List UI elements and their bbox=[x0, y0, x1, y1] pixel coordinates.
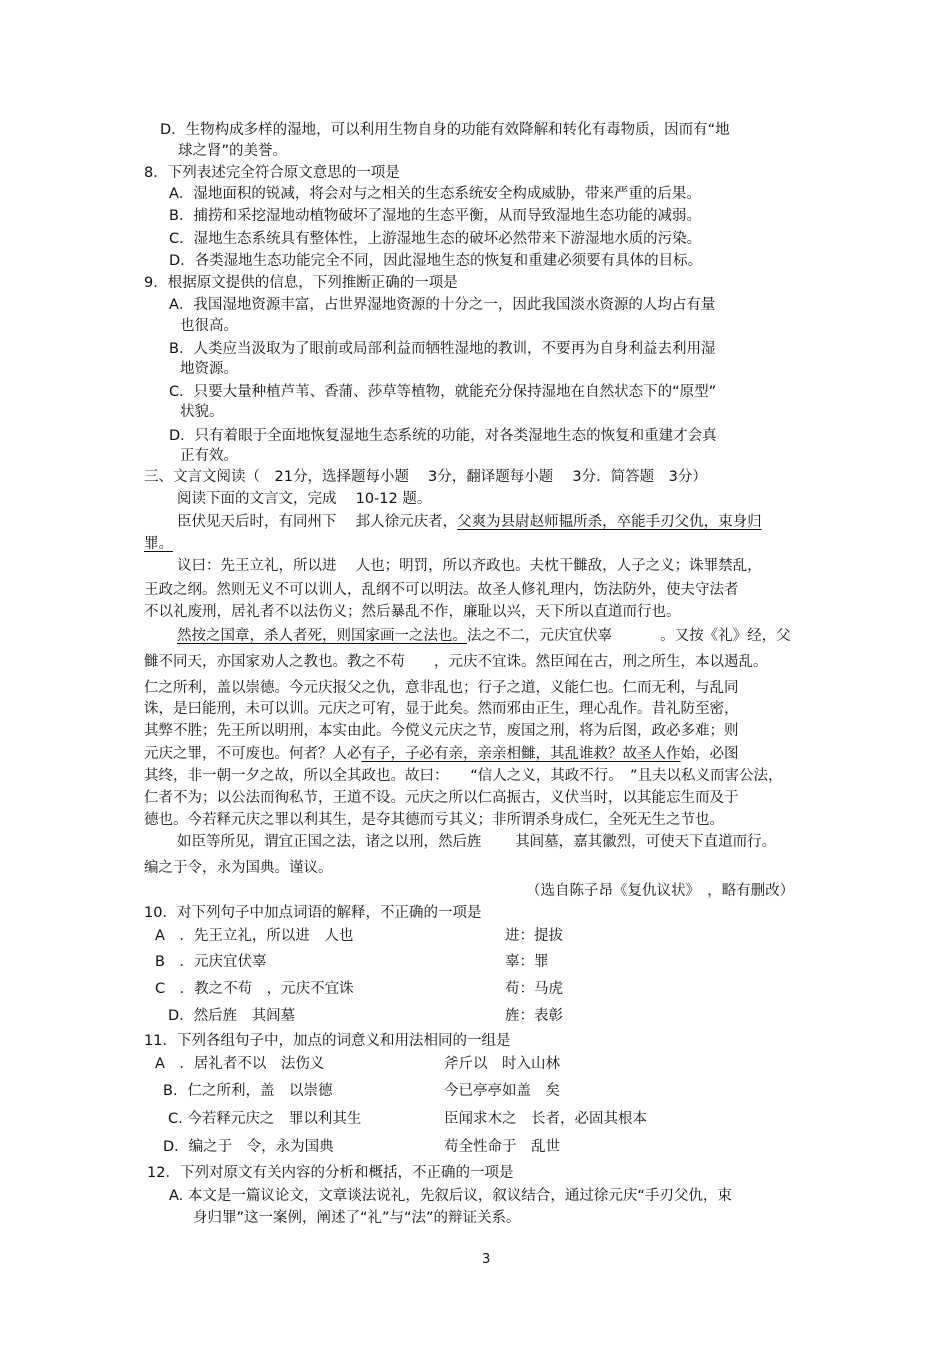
passage-p3-line2: 雠不同天，亦国家劝人之教也。教之不苟 ，元庆不宜诛。然臣闻在古，刑之所生，本以遏乱。 bbox=[144, 654, 768, 670]
q11-option-c-left: C. 今若释元庆之 罪以利其生 bbox=[168, 1111, 362, 1127]
q11-stem: 11．下列各组句子中，加点的词意义和用法相同的一组是 bbox=[144, 1033, 511, 1049]
q9-option-d-line1: D．只有着眼于全面地恢复湿地生态系统的功能，对各类湿地生态的恢复和重建才会真 bbox=[169, 428, 717, 444]
passage-p1-line2 bbox=[144, 534, 173, 554]
passage-p3-line6-end: 始，必图 bbox=[680, 746, 739, 762]
passage-p1-underlined-end: 罪。 bbox=[144, 536, 173, 552]
q11-option-c-right: 臣闻求木之 长者，必固其根本 bbox=[444, 1111, 647, 1127]
q8-option-d: D．各类湿地生态功能完全不同，因此湿地生态的恢复和重建必须要有具体的目标。 bbox=[169, 253, 703, 269]
q12-option-a-line2: 身归罪”这一案例，阐述了“礼”与“法”的辩证关系。 bbox=[193, 1210, 521, 1226]
q10-option-a: A ．先王立礼，所以进 人也 bbox=[155, 928, 354, 944]
passage-p2-line3: 不以礼废刑，居礼者不以法伤义；然后暴乱不作，廉耻以兴，天下所以直道而行也。 bbox=[144, 604, 681, 620]
page-number: 3 bbox=[482, 1252, 491, 1267]
passage-p3-line6 bbox=[144, 744, 739, 764]
q7-option-d-line2: 球之肾”的美誉。 bbox=[178, 143, 288, 159]
q10-option-b: B ．元庆宜伏辜 bbox=[155, 954, 267, 970]
section3-instruction: 阅读下面的文言文，完成 10-12 题。 bbox=[177, 491, 432, 507]
q11-option-d-right: 苟全性命于 乱世 bbox=[444, 1139, 560, 1155]
passage-p3-line6-text: 元庆之罪，不可废也。何者？人必 bbox=[144, 746, 362, 762]
q9-option-a-line2: 也很高。 bbox=[180, 318, 238, 334]
q8-option-c: C．湿地生态系统具有整体性，上游湿地生态的破坏必然带来下游湿地水质的污染。 bbox=[169, 231, 702, 247]
q9-option-a-line1: A．我国湿地资源丰富，占世界湿地资源的十分之一，因此我国淡水资源的人均占有量 bbox=[169, 297, 716, 313]
passage-p3-line4: 诛，是曰能刑，未可以训。元庆之可宥，显于此矣。然而邪由正生，理心乱作。昔礼防至密， bbox=[144, 701, 739, 717]
q9-option-c-line1: C．只要大量种植芦苇、香蒲、莎草等植物，就能充分保持湿地在自然状态下的“原型” bbox=[169, 384, 717, 400]
q8-stem: 8．下列表述完全符合原文意思的一项是 bbox=[144, 165, 400, 181]
q11-option-b-right: 今已亭亭如盖 矣 bbox=[444, 1083, 560, 1099]
passage-p1-line1 bbox=[177, 512, 786, 532]
q9-option-d-line2: 正有效。 bbox=[180, 448, 238, 464]
q10-option-d-gloss: 旌：表彰 bbox=[505, 1008, 563, 1024]
q9-option-c-line2: 状貌。 bbox=[180, 404, 224, 420]
q10-option-d: D．然后旌 其闾墓 bbox=[168, 1008, 296, 1024]
passage-p3-line8: 仁者不为；以公法而徇私节，王道不设。元庆之所以仁高振古，义伏当时，以其能忘生而及于 bbox=[144, 790, 739, 806]
q12-stem: 12．下列对原文有关内容的分析和概括，不正确的一项是 bbox=[147, 1165, 514, 1181]
q11-option-a-right: 斧斤以 时入山林 bbox=[444, 1056, 560, 1072]
q8-option-b: B．捕捞和采挖湿地动植物破坏了湿地的生态平衡，从而导致湿地生态功能的减弱。 bbox=[169, 208, 701, 224]
passage-p3-underlined: 然按之国章，杀人者死，则国家画一之法也。 bbox=[177, 628, 467, 644]
passage-p3-line9: 德也。今若释元庆之罪以利其生，是夺其德而亏其义；非所谓杀身成仁，全死无生之节也。 bbox=[144, 812, 724, 828]
passage-p3-line6-underlined: 有子，子必有亲，亲亲相雠，其乱谁救？故圣人作 bbox=[361, 746, 681, 762]
passage-source: （选自陈子昂《复仇议状》 ，略有删改） bbox=[526, 883, 795, 899]
q11-option-a-left: A ．居礼者不以 法伤义 bbox=[155, 1056, 325, 1072]
q10-option-b-gloss: 辜：罪 bbox=[505, 954, 549, 970]
passage-p1-underlined: 父爽为县尉赵师韫所杀，卒能手刃父仇，束身归 bbox=[457, 514, 762, 530]
q9-stem: 9．根据原文提供的信息，下列推断正确的一项是 bbox=[144, 275, 458, 291]
passage-p3-line3: 仁之所利，盖以崇德。今元庆报父之仇，意非乱也；行子之道，义能仁也。仁而无利，与乱同 bbox=[144, 680, 739, 696]
q8-option-a: A．湿地面积的锐减，将会对与之相关的生态系统安全构成威胁，带来严重的后果。 bbox=[169, 186, 701, 202]
passage-p2-line1: 议曰：先王立礼，所以进 人也；明罚，所以齐政也。夫枕干雠敌，人子之义；诛罪禁乱， bbox=[177, 558, 762, 574]
q11-option-b-left: B．仁之所利，盖 以崇德 bbox=[163, 1083, 333, 1099]
q9-option-b-line1: B．人类应当汲取为了眼前或局部利益而牺牲湿地的教训，不要再为自身利益去利用湿 bbox=[169, 341, 716, 357]
passage-p1-text: 臣伏见天后时，有同州下 邽人徐元庆者， bbox=[177, 514, 458, 530]
q9-option-b-line2: 地资源。 bbox=[180, 361, 238, 377]
q10-option-a-gloss: 进：提拔 bbox=[505, 928, 563, 944]
passage-p3-line5: 其弊不胜；先王所以明刑，本实由此。今傥义元庆之节，废国之刑，将为后图，政必多难；则 bbox=[144, 723, 739, 739]
section3-heading: 三、文言文阅读（ 21分，选择题每小题 3分，翻译题每小题 3分．简答题 3分） bbox=[144, 469, 707, 485]
q7-option-d-line1: D．生物构成多样的湿地，可以利用生物自身的功能有效降解和转化有毒物质，因而有“地 bbox=[160, 122, 730, 138]
q10-stem: 10．对下列句子中加点词语的解释，不正确的一项是 bbox=[144, 905, 482, 921]
passage-p4-line1: 如臣等所见，谓宜正国之法，诸之以刑，然后旌 其闾墓，嘉其徽烈，可使天下直道而行。 bbox=[177, 834, 777, 850]
passage-p4-line2: 编之于令，永为国典。谨议。 bbox=[144, 860, 333, 876]
q10-option-c: C ．教之不苟 ，元庆不宜诛 bbox=[155, 981, 354, 997]
q10-option-c-gloss: 苟：马虎 bbox=[505, 981, 563, 997]
passage-p3-text: 法之不二，元庆宜伏辜 。又按《礼》经，父 bbox=[467, 628, 791, 644]
passage-p3-line1 bbox=[177, 626, 791, 646]
passage-p2-line2: 王政之纲。然则无义不可以训人，乱纲不可以明法。故圣人修礼理内，饬法防外，使夫守法者 bbox=[144, 582, 739, 598]
q11-option-d-left: D．编之于 令，永为国典 bbox=[163, 1139, 334, 1155]
q12-option-a-line1: A. 本文是一篇议论文，文章谈法说礼，先叙后议，叙议结合，通过徐元庆“手刃父仇，束 bbox=[169, 1188, 732, 1204]
passage-p3-line7: 其终，非一朝一夕之故，所以全其政也。故曰： “信人之义，其政不行。 ”且夫以私义而害公法， bbox=[144, 768, 783, 784]
